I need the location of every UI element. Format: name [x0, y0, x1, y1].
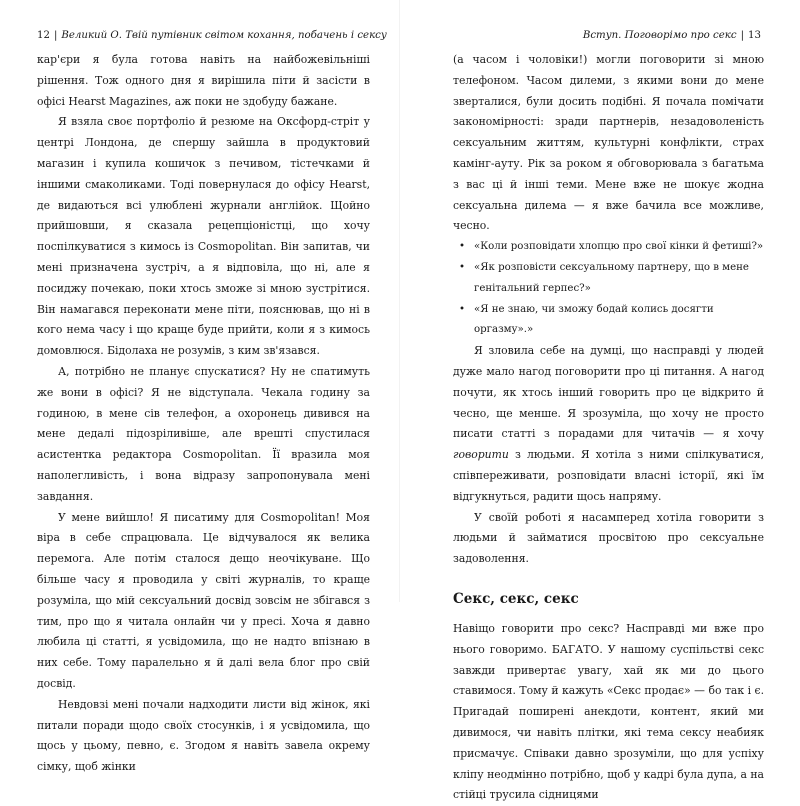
right-running-header — [583, 29, 761, 43]
paragraph: Я взяла своє портфоліо й резюме на Оксфорд-стріт у центрі Лондона, де спершу зайшла в продуктовий магазин і купила кошичок з печивом, тістечками й іншими смаколиками. Тоді повернулася до офісу Hearst, де видаються всі улюблені журнали англійок. Щойно прийшовши, я сказала рецепціоністці, що хочу поспілкуватися з кимось із Cosmopolitan. Він запитав, чи мені призначена зустріч, а я відповіла, що ні, але я посиджу почекаю, поки хтось зможе зі мною зустрітися. Він намагався переконати мене піти, пояснював, що ні в кого нема часу і що краще буде прийти, коли я з кимось домовлюся. Бідолаха не розумів, з ким зв'язався. — [37, 115, 370, 358]
paragraph: А, потрібно не планує спускатися? Ну не спатимуть же вони в офісі? Я не відступала. Чекала годину за годиною, в мене сів телефон, а охоронець дивився на мене дедалі підозріливіше, але врешті спустилася асистентка редактора Cosmopolitan. Її вразила моя наполегливість, і вона відразу запропонувала мені завдання. — [37, 364, 370, 503]
paragraph: кар'єри я була готова навіть на найбожевільніші рішення. Тож одного дня я вирішила піти й засісти в офісі Hearst Magazines, аж поки не здобуду бажане. — [37, 53, 370, 108]
list-item: • «Коли розповідати хлопцю про свої кінки й фетиші?» — [453, 237, 764, 258]
left-page — [0, 0, 400, 774]
paragraph: Невдовзі мені почали надходити листи від жінок, які питали поради щодо своїх стосунків, і я усвідомила, що щось у цьому, певно, є. Згодом я навіть завела окрему сімку, щоб жінки — [37, 697, 370, 774]
emphasis-text: говорити — [453, 448, 509, 462]
paragraph: Навіщо говорити про секс? Насправді ми вже про нього говоримо. БАГАТО. У нашому суспільстві секс завжди привертає увагу, хай як ми до цього ставимося. Тому й кажуть «Секс продає» — бо так і є. Пригадай поширені анекдоти, контент, який ми дивимося, чи навіть плітки, які тема сексу неабияк присмачує. Співаки давно зрозуміли, що для успіху кліпу неодмінно потрібно, щоб у кадрі була дупа, а на стійці трусила сідницями — [453, 621, 764, 802]
paragraph-text: з людьми. Я хотіла з ними спілкуватися, співпереживати, розповідати власні історії, які їм відгукнуться, радити щось напряму. — [453, 448, 764, 503]
left-running-header — [37, 29, 387, 43]
paragraph — [453, 341, 764, 507]
running-title: Великий О. Твій путівник світом кохання, побачень і сексу — [61, 30, 387, 41]
paragraph: У мене вийшло! Я писатиму для Cosmopolitan! Моя віра в себе спрацювала. Це відчувалося як велика перемога. Але потім сталося дещо неочікуване. Що більше часу я проводила у світі журналів, то краще розуміла, що мій сексуальний досвід зовсім не збігався з тим, про що я читала онлайн чи у пресі. Хоча я давно любила ці статті, я усвідомила, що не надто впізнаю в них себе. Тому паралельно я й далі вела блог про свій досвід. — [37, 510, 370, 690]
paragraph: (а часом і чоловіки!) могли поговорити зі мною телефоном. Часом дилеми, з якими вони до мене зверталися, були досить подібні. Я почала помічати закономірності: зради партнерів, незадоволеність сексуальним життям, культурні конфлікти, страх камінг-ауту. Рік за роком я обговорювала з багатьма з вас ці й інші теми. Мене вже не шокує жодна сексуальна дилема — я вже бачила все можливе, чесно. — [453, 53, 764, 233]
header-separator: | — [740, 30, 745, 41]
right-page — [400, 0, 800, 802]
list-item: • «Як розповісти сексуальному партнеру, що в мене генітальний герпес?» — [453, 258, 764, 300]
page-number: 13 — [748, 30, 761, 41]
paragraph-text: Я зловила себе на думці, що насправді у людей дуже мало нагод поговорити про ці питання. А нагод почути, як хтось інший говорить про це відкрито й чесно, ще менше. Я зрозуміла, що хочу не просто писати статті з порадами для читачів — я хочу — [453, 344, 764, 441]
right-page-body — [453, 50, 764, 806]
left-page-body — [37, 50, 370, 778]
list-item: • «Я не знаю, чи зможу бодай колись досягти оргазму».» — [453, 300, 764, 342]
section-heading: Секс, секс, секс — [453, 590, 579, 607]
paragraph: У своїй роботі я насамперед хотіла говорити з людьми й займатися просвітою про сексуальне задоволення. — [453, 510, 764, 566]
running-title: Вступ. Поговорімо про секс — [582, 30, 737, 41]
page-number: 12 — [37, 30, 50, 41]
questions-list — [453, 237, 764, 341]
header-separator: | — [53, 30, 58, 41]
